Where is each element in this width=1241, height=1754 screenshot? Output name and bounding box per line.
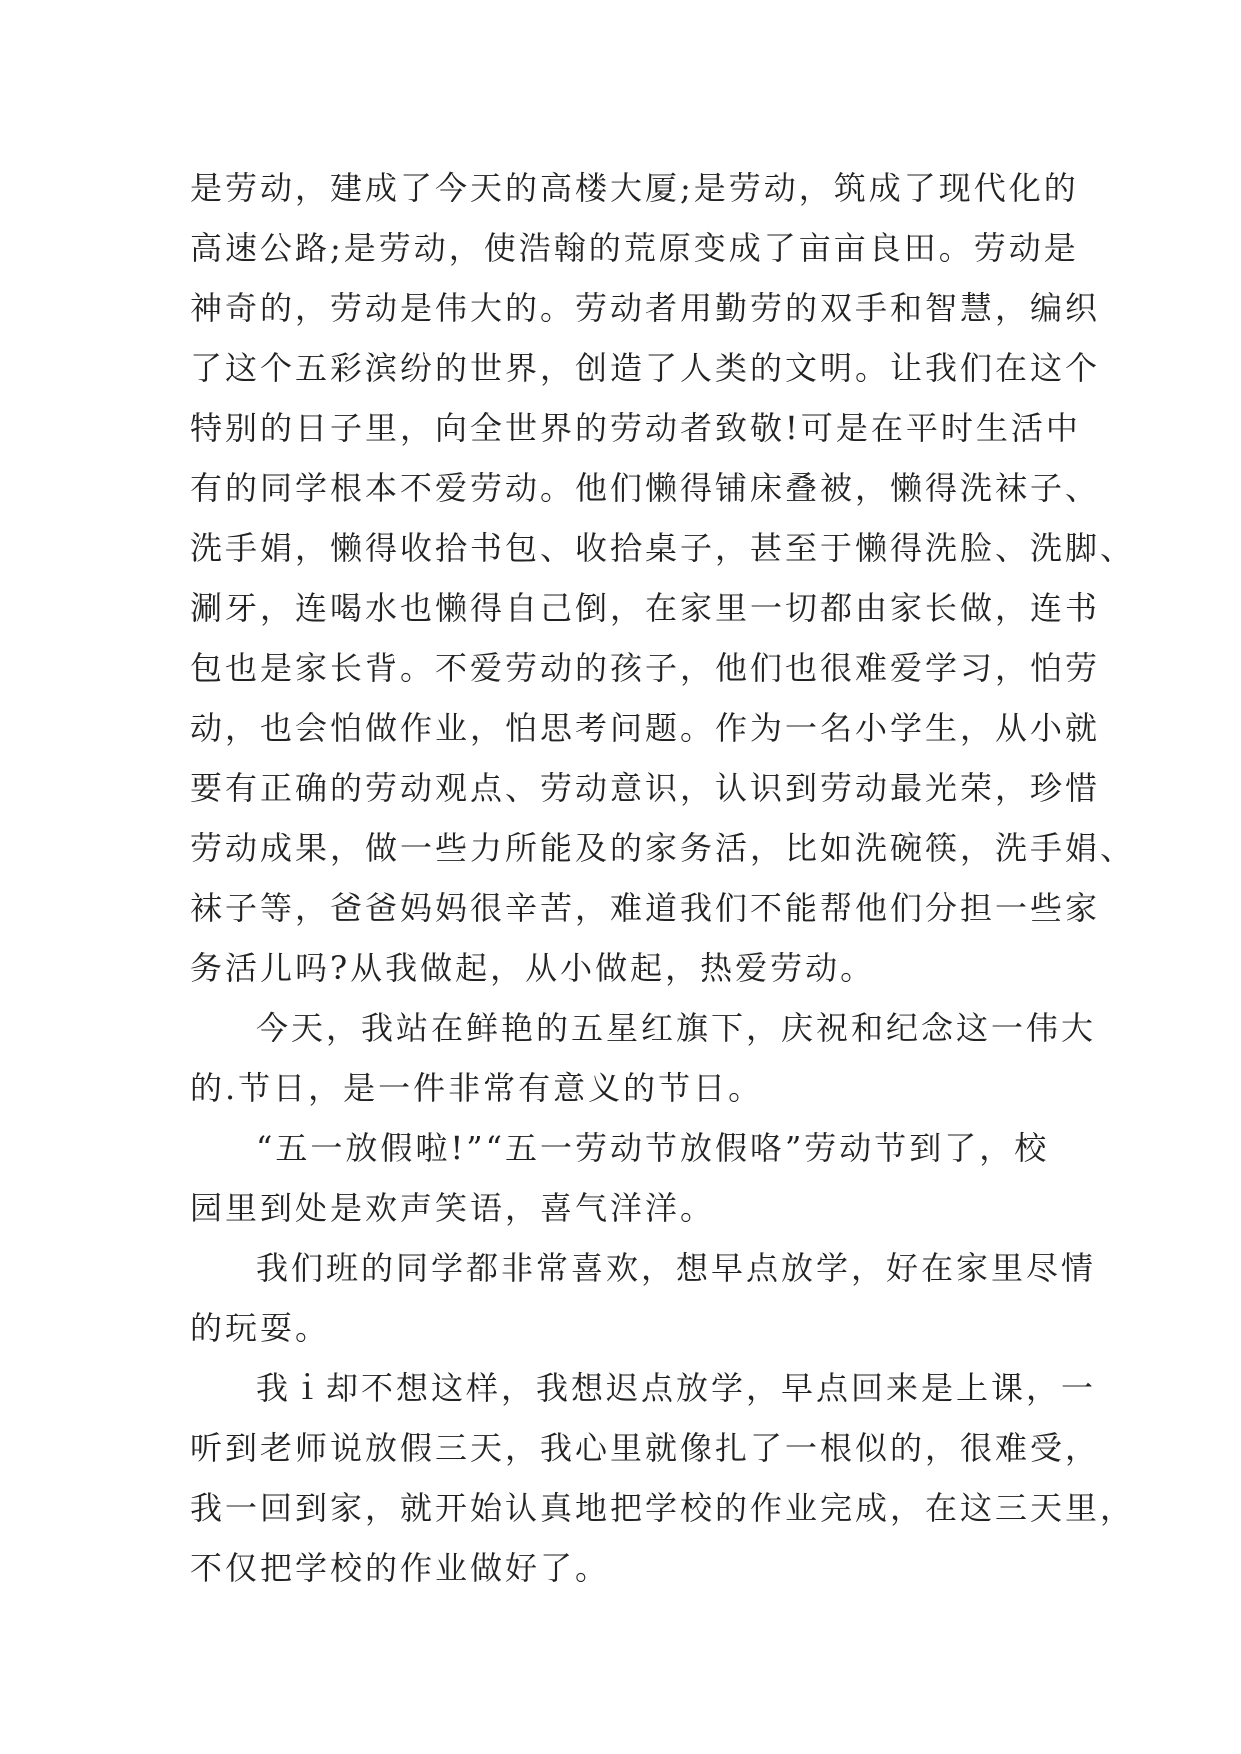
text-line: 动，也会怕做作业，怕思考问题。作为一名小学生，从小就: [190, 709, 1101, 747]
paragraph-start-line: 我们班的同学都非常喜欢，想早点放学，好在家里尽情: [256, 1249, 1097, 1287]
text-line: 了这个五彩滨纷的世界，创造了人类的文明。让我们在这个: [190, 349, 1101, 387]
paragraph-start-line: “五一放假啦!”“五一劳动节放假咯”劳动节到了，校: [256, 1129, 1050, 1167]
text-line: 的玩耍。: [190, 1309, 331, 1347]
text-line: 特别的日子里，向全世界的劳动者致敬!可是在平时生活中: [190, 409, 1081, 447]
text-line: 包也是家长背。不爱劳动的孩子，他们也很难爱学习，怕劳: [190, 649, 1101, 687]
paragraph-start-line: 我ｉ却不想这样，我想迟点放学，早点回来是上课，一: [256, 1369, 1097, 1407]
text-line: 要有正确的劳动观点、劳动意识，认识到劳动最光荣，珍惜: [190, 769, 1101, 807]
text-line: 务活儿吗?从我做起，从小做起，热爱劳动。: [190, 949, 876, 987]
body-text: [190, 158, 1136, 1598]
text-line: 我一回到家，就开始认真地把学校的作业完成，在这三天里，: [190, 1489, 1136, 1527]
text-line: 的.节日，是一件非常有意义的节日。: [190, 1069, 764, 1107]
text-line: 园里到处是欢声笑语，喜气洋洋。: [190, 1189, 716, 1227]
text-line: 高速公路;是劳动，使浩翰的荒原变成了亩亩良田。劳动是: [190, 229, 1079, 267]
text-line: 劳动成果，做一些力所能及的家务活，比如洗碗筷，洗手娟、: [190, 829, 1136, 867]
text-line: 涮牙，连喝水也懒得自己倒，在家里一切都由家长做，连书: [190, 589, 1101, 627]
text-line: 是劳动，建成了今天的高楼大厦;是劳动，筑成了现代化的: [190, 169, 1079, 207]
text-line: 不仅把学校的作业做好了。: [190, 1549, 611, 1587]
text-line: 洗手娟，懒得收拾书包、收拾桌子，甚至于懒得洗脸、洗脚、: [190, 529, 1136, 567]
text-line: 有的同学根本不爱劳动。他们懒得铺床叠被，懒得洗袜子、: [190, 469, 1101, 507]
text-line: 神奇的，劳动是伟大的。劳动者用勤劳的双手和智慧，编织: [190, 289, 1101, 327]
paragraph-start-line: 今天，我站在鲜艳的五星红旗下，庆祝和纪念这一伟大: [256, 1009, 1097, 1047]
text-line: 袜子等，爸爸妈妈很辛苦，难道我们不能帮他们分担一些家: [190, 889, 1101, 927]
text-line: 听到老师说放假三天，我心里就像扎了一根似的，很难受，: [190, 1429, 1101, 1467]
